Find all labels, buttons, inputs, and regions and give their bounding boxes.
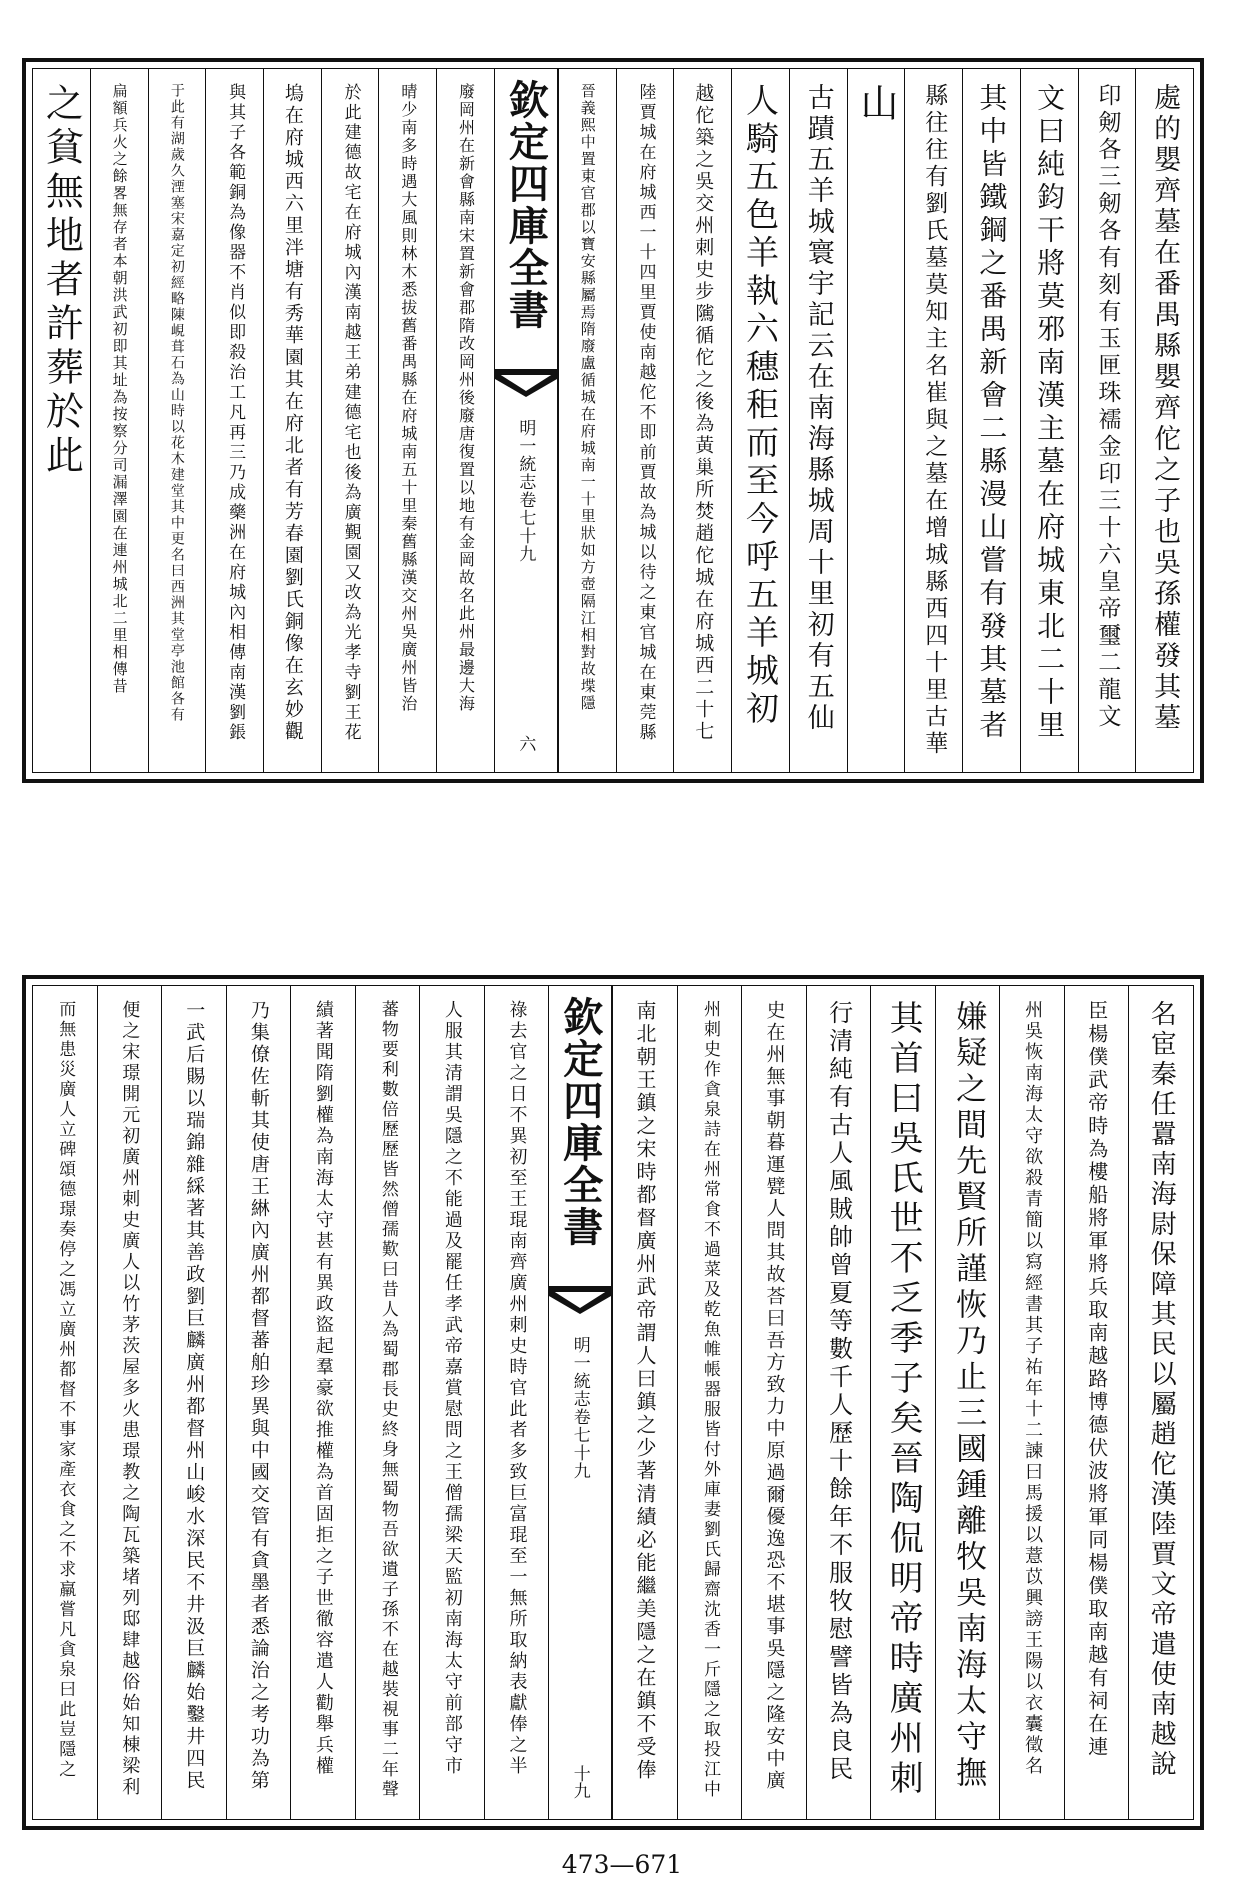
text-column (904, 69, 962, 772)
text-column (612, 986, 677, 1819)
text-column (1135, 69, 1193, 772)
column-text: 史在州無事朝暮運甓人問其故荅曰吾方致力中原過爾優逸恐不堪事吳隱之隆安中廣 (763, 1000, 786, 1792)
text-column (962, 69, 1020, 772)
text-column (321, 69, 379, 772)
column-text: 其首曰吳氏世不乏季子矣晉陶侃明帝時廣州刺 (883, 1000, 924, 1800)
column-text: 其中皆鐵鋼之番禺新會二縣漫山嘗有發其墓者 (975, 83, 1009, 743)
text-column (33, 986, 97, 1819)
column-text: 縣往往有劉氏墓莫知主名崔與之墓在增城縣西四十里古華 (921, 83, 948, 758)
column-text: 臣楊僕武帝時為樓船將軍將兵取南越路博德伏波將軍同楊僕取南越有祠在連 (1084, 1000, 1109, 1759)
column-text: 一武后賜以瑞錦雜綵著其善政劉巨麟廣州都督州山峻水深民不井汲巨麟始鑿井四民 (183, 1000, 206, 1792)
text-column (263, 69, 321, 772)
bottom-page-frame (32, 985, 1194, 1820)
text-column (484, 986, 549, 1819)
text-column (355, 986, 420, 1819)
text-column (741, 986, 806, 1819)
book-title: 欽定四庫全書 (556, 996, 604, 1248)
top-page-panel (22, 58, 1204, 783)
text-column (148, 69, 206, 772)
text-column (870, 986, 935, 1819)
column-text: 之貧無地者許葬於此 (39, 83, 84, 479)
column-text: 文曰純鈞干將莫邪南漢主墓在府城東北二十里 (1033, 83, 1067, 743)
column-text: 處的嬰齊墓在番禺縣嬰齊佗之子也吳孫權發其墓 (1149, 83, 1181, 734)
text-column (673, 69, 731, 772)
column-text: 乃集僚佐斬其使唐王綝內廣州都督蕃舶珍異與中國交管有貪墨者悉論治之考功為第 (247, 1000, 270, 1792)
text-column (97, 986, 162, 1819)
text-column (419, 986, 484, 1819)
volume-label: 明一統志卷七十九 (569, 1336, 590, 1480)
text-column (1128, 986, 1193, 1819)
text-column (558, 69, 616, 772)
text-column (33, 69, 90, 772)
leaf-number: 十九 (569, 1765, 590, 1799)
text-column (290, 986, 355, 1819)
column-text: 便之宋璟開元初廣州刺史廣人以竹茅茨屋多火患璟教之陶瓦築堵列邸肆越俗始知棟梁利 (119, 1000, 141, 1798)
column-text: 廢岡州在新會縣南宋置新會郡隋改岡州後廢唐復置以地有金岡故名此州最邊大海 (456, 83, 476, 713)
column-text: 行清純有古人風賊帥曾夏等數千人歷十餘年不服牧慰譬皆為良民 (824, 1000, 853, 1784)
fish-tail-mark-icon (549, 1286, 611, 1316)
column-text: 于此有湖歲久湮塞宋嘉定初經略陳峴葺石為山時以花木建堂其中更名曰西洲其堂亭池館各有 (168, 83, 185, 723)
text-column (378, 69, 436, 772)
text-column (1020, 69, 1078, 772)
text-column (1064, 986, 1129, 1819)
column-text: 山 (853, 83, 898, 127)
column-text: 而無患災廣人立碑頌德璟奏停之馮立廣州都督不事家產衣食之不求羸嘗凡貪泉曰此豈隱之 (55, 1000, 76, 1780)
column-text: 蕃物要利數倍歷歷皆然僧孺歎曰昔人為蜀郡長史終身無蜀物吾欲遺子孫不在越裝視事二年聲 (377, 1000, 398, 1800)
text-column (226, 986, 291, 1819)
column-text: 古蹟五羊城寰宇記云在南海縣城周十里初有五仙 (802, 83, 834, 734)
column-text: 陸賈城在府城西一十四里賈使南越佗不即前賈故為城以待之東官城在東莞縣 (635, 83, 656, 743)
top-page-columns (33, 69, 1193, 772)
text-column (90, 69, 148, 772)
text-column (999, 986, 1064, 1819)
text-column (616, 69, 674, 772)
column-text: 扁額兵火之餘畧無存者本朝洪武初即其址為按察分司漏澤園在連州城北二里相傳昔 (110, 83, 129, 695)
text-column (436, 69, 494, 772)
column-text: 嫌疑之間先賢所謹恢乃止三國鍾離牧吳南海太守撫 (950, 1000, 987, 1792)
column-text: 州吳恢南海太守欲殺青簡以寫經書其子祐年十二諫曰馬援以薏苡興謗王陽以衣囊徵名 (1022, 1000, 1044, 1777)
column-text: 塢在府城西六里泮塘有秀華園其在府北者有芳春園劉氏銅像在玄妙觀 (281, 83, 304, 743)
text-column (789, 69, 847, 772)
text-column (847, 69, 905, 772)
column-text: 於此建德故宅在府城內漢南越王弟建德宅也後為廣覲園又改為光孝寺劉王花 (340, 83, 361, 743)
column-text: 祿去官之日不異初至王琨南齊廣州刺史時官此者多致巨富琨至一無所取納表獻俸之半 (506, 1000, 528, 1777)
center-column (494, 69, 558, 772)
page-number: 473—671 (561, 1850, 683, 1879)
bottom-page-columns (33, 986, 1193, 1819)
top-page-frame (32, 68, 1194, 773)
fish-tail-mark-icon (495, 369, 557, 399)
column-text: 越佗築之吳交州刺史步隲循佗之後為黃巢所焚趙佗城在府城西二十七 (692, 83, 715, 743)
column-text: 印剱各三剱各有刻有玉匣珠襦金印三十六皇帝璽二龍文 (1094, 83, 1121, 731)
column-text: 名宦秦任囂南海尉保障其民以屬趙佗漢陸賈文帝遣使南越說 (1146, 1000, 1177, 1780)
text-column (1078, 69, 1136, 772)
column-text: 晉義熙中置東官郡以寶安縣屬焉隋廢盧循城在府城南一十里狀如方壺隔江相對故堞隱 (578, 83, 597, 712)
center-column (548, 986, 612, 1819)
column-text: 人騎五色羊執六穗秬而至今呼五羊城初 (740, 83, 780, 729)
column-text: 南北朝王鎮之宋時都督廣州武帝謂人曰鎮之少著清績必能繼美隱之在鎮不受俸 (632, 1000, 657, 1782)
column-text: 績著聞隋劉權為南海太守甚有異政盜起羣豪欲推權為首固拒之子世徹容遣人勸舉兵權 (312, 1000, 334, 1777)
text-column (161, 986, 226, 1819)
leaf-number: 六 (515, 735, 536, 752)
text-column (677, 986, 742, 1819)
column-text: 州刺史作貪泉詩在州常食不過菜及乾魚帷帳器服皆付外庫妻劉氏歸齋沈香一斤隱之取投江中 (700, 1000, 721, 1800)
column-text: 與其子各範銅為像器不肖似即殺治工凡再三乃成藥洲在府城內相傳南漢劉鋹 (225, 83, 246, 743)
text-column (205, 69, 263, 772)
text-column (806, 986, 871, 1819)
column-text: 晴少南多時遇大風則林木悉拔舊番禺縣在府城南五十里秦舊縣漢交州吳廣州皆治 (398, 83, 418, 713)
column-text: 人服其清謂吳隱之不能過及罷任孝武帝嘉賞慰問之王僧孺梁天監初南海太守前部守市 (441, 1000, 463, 1777)
text-column (731, 69, 789, 772)
book-title: 欽定四庫全書 (502, 79, 550, 331)
text-column (935, 986, 1000, 1819)
volume-label: 明一統志卷七十九 (515, 419, 536, 563)
bottom-page-panel (22, 975, 1204, 1830)
